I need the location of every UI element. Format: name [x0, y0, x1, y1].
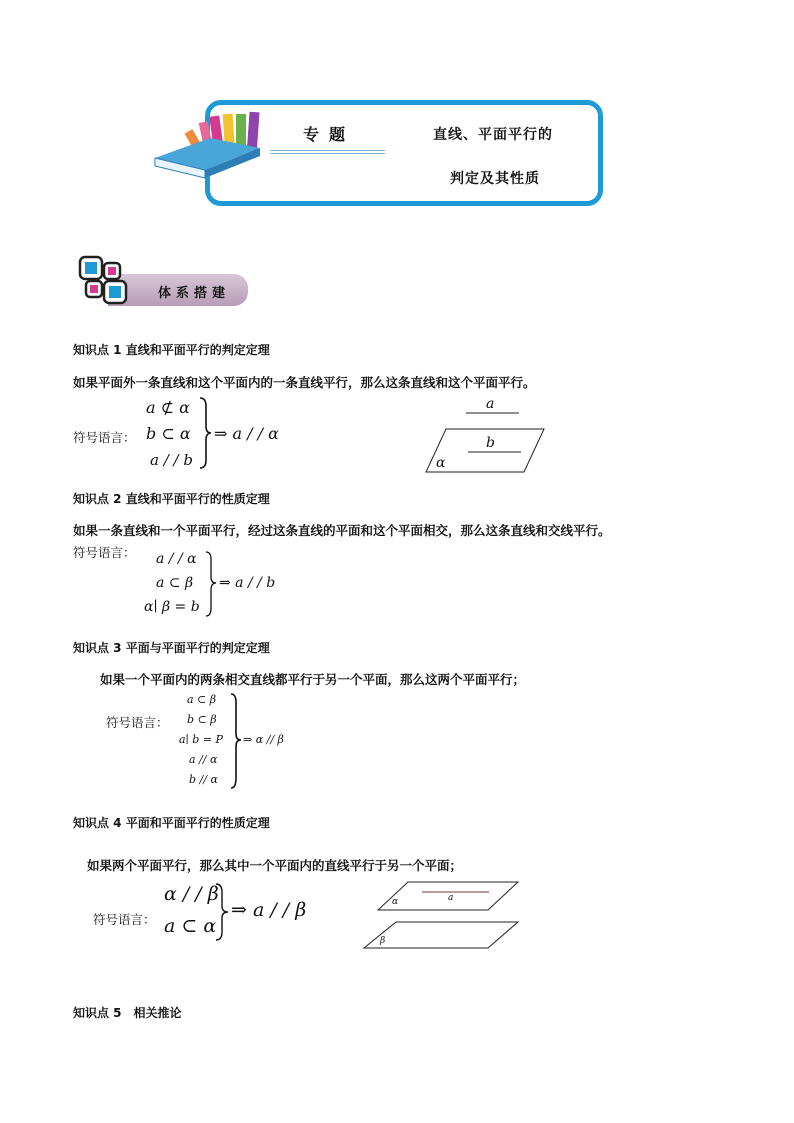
kp3-condition: b ⊂ β [187, 713, 217, 726]
kp1-condition: a ⊄ α [146, 398, 190, 417]
kp3-heading: 知识点 3 平面与平面平行的判定定理 [73, 641, 270, 655]
kp5-heading: 知识点 5 相关推论 [73, 1006, 182, 1020]
kp1-condition: a / / b [150, 451, 193, 469]
header-underline [270, 153, 385, 154]
books-icon [150, 108, 275, 182]
kp2-text: 如果一条直线和一个平面平行，经过这条直线的平面和这个平面相交，那么这条直线和交线平行。 [73, 523, 611, 538]
kp3-condition: a // α [189, 753, 218, 766]
kp3-condition: a∣ b = P [179, 733, 223, 746]
grid-squares-icon [78, 255, 132, 305]
kp4-text: 如果两个平面平行，那么其中一个平面内的直线平行于另一个平面； [87, 858, 463, 873]
kp1-condition: b ⊂ α [146, 424, 191, 443]
header-title-left: 专题 [303, 125, 356, 144]
kp3-result: ⇒ α // β [243, 733, 284, 746]
kp1-heading: 知识点 1 直线和平面平行的判定定理 [73, 343, 270, 357]
header-title-right-line1: 直线、平面平行的 [433, 127, 553, 143]
kp1-figure-label-alpha: α [436, 455, 446, 471]
kp1-text: 如果平面外一条直线和这个平面内的一条直线平行，那么这条直线和这个平面平行。 [73, 375, 536, 390]
kp4-result: ⇒ a / / β [231, 899, 307, 921]
kp4-condition: α / / β [164, 883, 219, 905]
kp3-condition: b // α [189, 773, 218, 786]
kp3-brace [229, 692, 243, 790]
kp4-symbol-label: 符号语言： [93, 912, 156, 927]
kp1-brace [198, 396, 212, 470]
kp2-condition: α∣ β = b [144, 599, 200, 615]
kp2-brace [204, 550, 218, 618]
kp2-heading: 知识点 2 直线和平面平行的性质定理 [73, 492, 270, 506]
kp2-condition: a / / α [156, 551, 197, 567]
kp4-figure-label-alpha: α [392, 897, 399, 907]
kp2-condition: a ⊂ β [156, 575, 194, 591]
kp3-symbol-label: 符号语言： [106, 715, 169, 730]
kp3-condition: a ⊂ β [187, 693, 217, 706]
kp2-symbol-label: 符号语言： [73, 545, 136, 560]
kp1-result: ⇒ a / / α [214, 424, 279, 443]
header-title-right-line2: 判定及其性质 [450, 171, 540, 187]
kp4-figure-label-beta: β [380, 936, 386, 946]
section-title: 体系搭建 [158, 286, 231, 301]
header-underline [270, 150, 385, 151]
kp4-brace [214, 882, 230, 944]
kp1-figure-label-a: a [486, 396, 495, 412]
kp4-figure-label-a: a [448, 893, 454, 903]
kp1-figure-label-b: b [486, 435, 495, 451]
kp4-heading: 知识点 4 平面和平面平行的性质定理 [73, 816, 270, 830]
kp2-result: ⇒ a / / b [219, 575, 276, 591]
kp3-text: 如果一个平面内的两条相交直线都平行于另一个平面，那么这两个平面平行； [100, 672, 526, 687]
kp4-condition: a ⊂ α [164, 915, 217, 937]
kp1-symbol-label: 符号语言： [73, 430, 136, 445]
